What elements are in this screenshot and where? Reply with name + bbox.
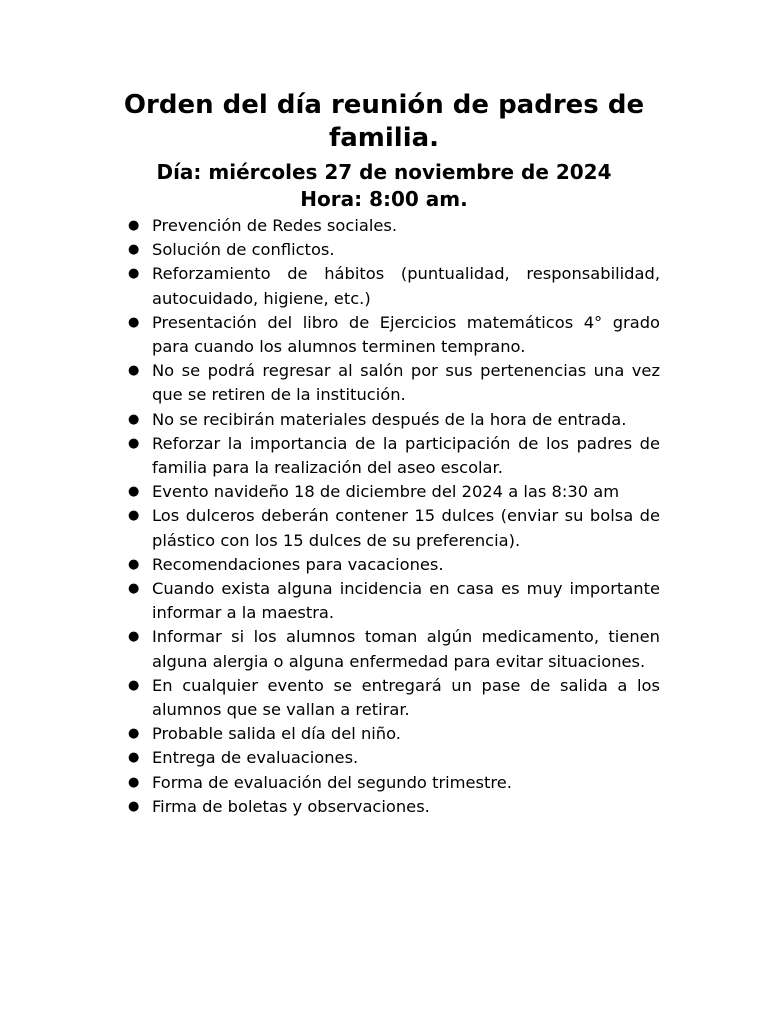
agenda-item	[0, 795, 660, 819]
agenda-item	[0, 577, 660, 625]
meeting-time: Hora: 8:00 am.	[300, 187, 468, 211]
agenda-item	[0, 238, 660, 262]
agenda-list	[0, 214, 660, 819]
agenda-item	[0, 771, 660, 795]
agenda-item-text: Informar si los alumnos toman algún medicamento, tienen alguna alergia o alguna enfermedad para evitar situaciones.	[152, 627, 660, 671]
bullet-icon: ●	[128, 411, 140, 427]
agenda-item	[0, 722, 660, 746]
bullet-icon: ●	[128, 218, 140, 233]
agenda-item	[0, 553, 660, 577]
agenda-item-text: Reforzamiento de hábitos (puntualidad, responsabilidad, autocuidado, higiene, etc.)	[152, 264, 660, 308]
bullet-icon: ●	[128, 242, 140, 258]
bullet-icon: ●	[128, 266, 140, 282]
agenda-item-text: Reforzar la importancia de la participación de los padres de familia para la realización del aseo escolar.	[152, 433, 660, 478]
agenda-item	[0, 262, 660, 310]
agenda-item	[0, 311, 660, 359]
agenda-item-text: No se recibirán materiales después de la hora de entrada.	[152, 409, 627, 429]
agenda-item	[0, 359, 660, 407]
bullet-icon: ●	[128, 774, 140, 790]
bullet-icon: ●	[128, 581, 140, 597]
bullet-icon: ●	[128, 363, 140, 379]
bullet-icon: ●	[128, 508, 140, 524]
bullet-icon: ●	[128, 629, 140, 645]
bullet-icon: ●	[128, 556, 140, 572]
agenda-item	[0, 504, 660, 552]
bullet-icon: ●	[128, 726, 140, 742]
agenda-item-text: Presentación del libro de Ejercicios matemáticos 4° grado para cuando los alumnos terminen temprano.	[152, 312, 660, 357]
agenda-item-text: Entrega de evaluaciones.	[152, 748, 359, 768]
agenda-item-text: Cuando exista alguna incidencia en casa es muy importante informar a la maestra.	[152, 579, 660, 623]
document-title: Orden del día reunión de padres de familia.	[123, 90, 645, 153]
bullet-icon: ●	[128, 750, 140, 766]
bullet-icon: ●	[128, 484, 140, 500]
agenda-item-text: Probable salida el día del niño.	[152, 724, 401, 744]
agenda-item-text: Solución de conflictos.	[152, 240, 335, 260]
bullet-icon: ●	[128, 435, 140, 451]
agenda-item-text: Recomendaciones para vacaciones.	[152, 554, 444, 574]
agenda-item-text: No se podrá regresar al salón por sus pertenencias una vez que se retiren de la institución.	[152, 361, 660, 405]
agenda-item-text: En cualquier evento se entregará un pase de salida a los alumnos que se vallan a retirar.	[152, 675, 660, 720]
agenda-item-text: Firma de boletas y observaciones.	[152, 796, 430, 816]
agenda-item	[0, 214, 660, 238]
meeting-date: Día: miércoles 27 de noviembre de 2024	[156, 160, 612, 184]
agenda-item-text: Los dulceros deberán contener 15 dulces (enviar su bolsa de plástico con los 15 dulces de su preferencia).	[152, 506, 660, 550]
agenda-item-text: Evento navideño 18 de diciembre del 2024 a las 8:30 am	[152, 482, 620, 502]
agenda-item	[0, 746, 660, 770]
agenda-item	[0, 625, 660, 673]
bullet-icon: ●	[128, 798, 140, 814]
agenda-item-text: Prevención de Redes sociales.	[152, 216, 398, 235]
agenda-item	[0, 674, 660, 722]
agenda-item	[0, 480, 660, 504]
bullet-icon: ●	[128, 314, 140, 330]
agenda-item-text: Forma de evaluación del segundo trimestre.	[152, 772, 512, 792]
meeting-info	[110, 159, 658, 213]
agenda-item	[0, 408, 660, 432]
bullet-icon: ●	[128, 677, 140, 693]
agenda-item	[0, 432, 660, 480]
